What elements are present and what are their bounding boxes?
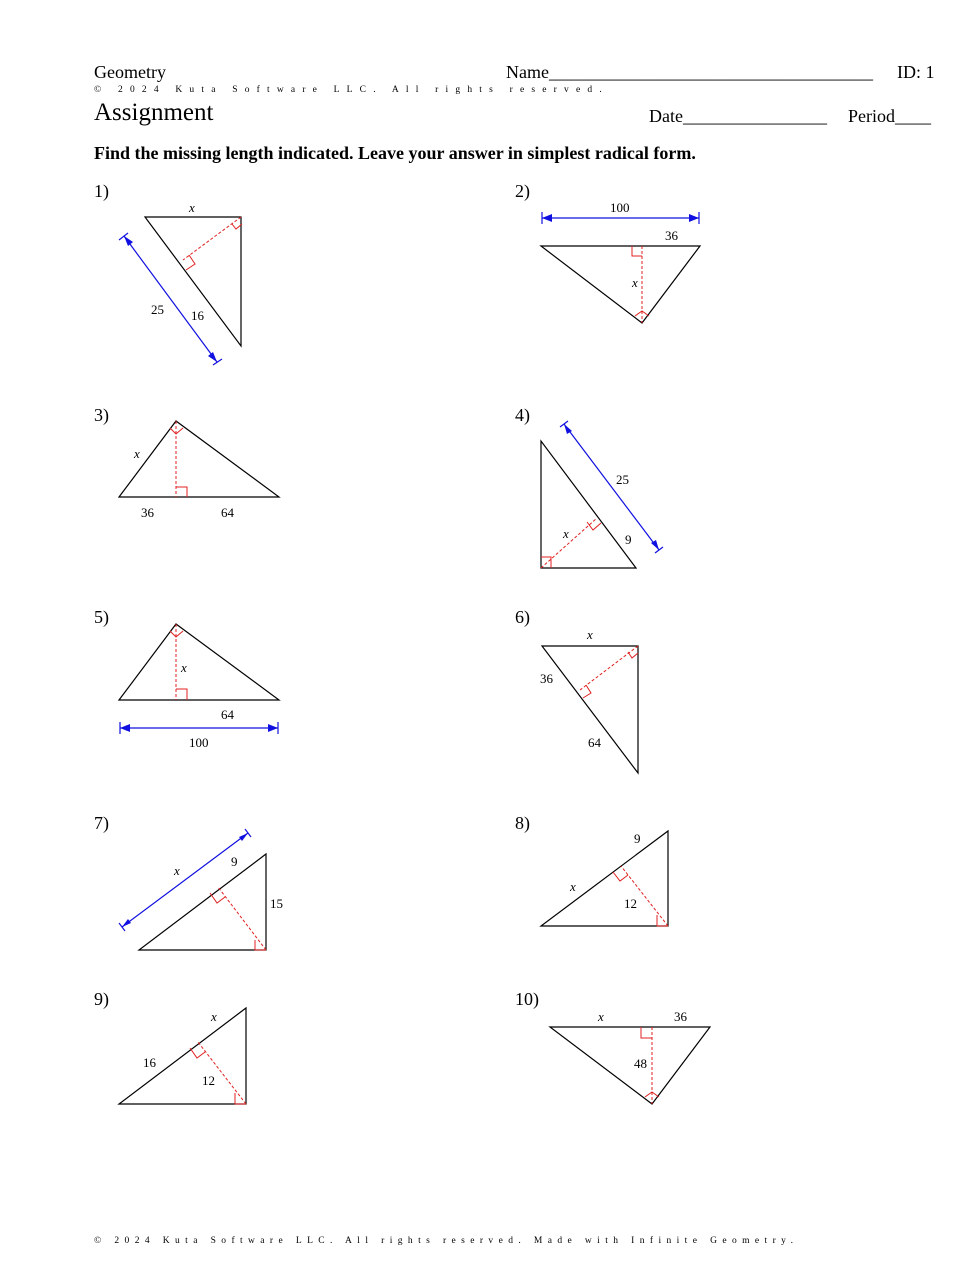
label: 100: [610, 200, 630, 215]
label: x: [632, 275, 638, 290]
problem-number-1: 1): [94, 181, 109, 201]
instructions: Find the missing length indicated. Leave your answer in simplest radical form.: [94, 143, 696, 163]
period-field[interactable]: Period____: [848, 106, 931, 126]
label: x: [587, 627, 593, 642]
label: x: [211, 1009, 217, 1024]
label: 12: [202, 1073, 215, 1088]
figure-2: [541, 200, 700, 323]
label: 36: [141, 505, 154, 520]
dimension-line: [124, 236, 217, 362]
label: 36: [674, 1009, 687, 1024]
label: 9: [625, 532, 632, 547]
triangle-6: [542, 646, 638, 773]
label: x: [563, 526, 569, 541]
label: x: [174, 863, 180, 878]
problem-number-6: 6): [515, 607, 530, 627]
altitude-1: [183, 217, 241, 260]
label: x: [134, 446, 140, 461]
problem-number-8: 8): [515, 813, 530, 833]
figure-9: [119, 1008, 246, 1104]
triangle-9: [119, 1008, 246, 1104]
right-angle-mark: [176, 487, 187, 497]
figure-8: [541, 831, 668, 926]
label: 16: [191, 308, 204, 323]
problem-number-3: 3): [94, 405, 109, 425]
label: 64: [588, 735, 601, 750]
problem-number-9: 9): [94, 989, 109, 1009]
triangle-10: [550, 1027, 710, 1104]
footer-copyright: © 2024 Kuta Software LLC. All rights reserved. Made with Infinite Geometry.: [94, 1236, 799, 1246]
label: 25: [151, 302, 164, 317]
triangle-1: [145, 217, 241, 346]
label: x: [189, 200, 195, 215]
label: 9: [634, 831, 641, 846]
right-angle-mark: [641, 1027, 652, 1038]
problem-number-7: 7): [94, 813, 109, 833]
triangle-4: [541, 441, 636, 568]
problem-number-10: 10): [515, 989, 539, 1009]
label: 16: [143, 1055, 156, 1070]
altitude-4: [541, 518, 597, 568]
right-angle-mark: [613, 872, 628, 881]
figure-3: [119, 421, 279, 520]
figure-10: [550, 1009, 710, 1104]
label: 36: [665, 228, 678, 243]
course-name: Geometry: [94, 62, 166, 82]
problem-number-5: 5): [94, 607, 109, 627]
right-angle-mark: [632, 246, 642, 256]
triangle-8: [541, 831, 668, 926]
label: 48: [634, 1056, 647, 1071]
label: 12: [624, 896, 637, 911]
copyright-notice: © 2024 Kuta Software LLC. All rights reserved.: [94, 85, 609, 95]
date-field[interactable]: Date________________: [649, 106, 827, 126]
triangle-5: [119, 624, 279, 700]
figure-5: [119, 624, 279, 750]
worksheet-id: ID: 1: [897, 62, 935, 82]
right-angle-mark: [176, 689, 187, 700]
label: x: [598, 1009, 604, 1024]
label: 64: [221, 707, 234, 722]
dimension-line: [122, 833, 248, 927]
label: 64: [221, 505, 234, 520]
figure-1: [119, 200, 242, 365]
triangle-3: [119, 421, 279, 497]
page-title: Assignment: [94, 99, 214, 126]
label: 25: [616, 472, 629, 487]
dimension-line: [564, 424, 659, 550]
label: 36: [540, 671, 553, 686]
problem-number-2: 2): [515, 181, 530, 201]
triangle-2: [541, 246, 700, 323]
figure-4: [541, 421, 663, 568]
figure-7: [119, 829, 283, 950]
right-angle-mark: [190, 1048, 205, 1058]
label: 100: [189, 735, 209, 750]
right-angle-mark: [587, 522, 601, 530]
label: x: [181, 660, 187, 675]
figure-6: [540, 627, 638, 773]
name-field[interactable]: Name____________________________________: [506, 62, 873, 82]
label: x: [570, 879, 576, 894]
label: 9: [231, 854, 238, 869]
label: 15: [270, 896, 283, 911]
altitude-7: [218, 887, 266, 950]
problem-number-4: 4): [515, 405, 530, 425]
triangle-7: [139, 854, 266, 950]
altitude-6: [580, 646, 638, 690]
